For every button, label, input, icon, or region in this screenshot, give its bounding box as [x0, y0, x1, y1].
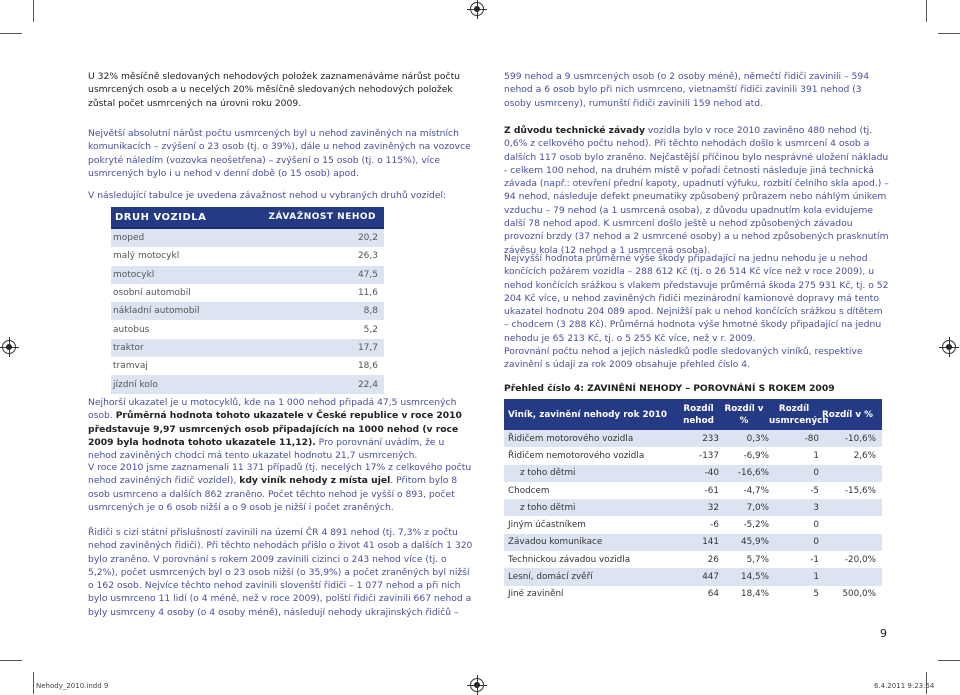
cell: 500,0%	[842, 589, 876, 600]
cell: 64	[707, 589, 719, 600]
row-label: Závadou komunikace	[508, 537, 603, 548]
page-number: 9	[880, 627, 887, 640]
table-row	[504, 534, 882, 551]
table-row	[111, 357, 384, 375]
vehicle-label: osobní automobil	[113, 288, 191, 299]
cell: -4,7%	[743, 485, 769, 496]
registration-mark-right	[942, 340, 956, 354]
row-label: Technickou závadou vozidla	[508, 554, 631, 565]
crop-mark	[33, 672, 34, 694]
crop-mark	[926, 0, 927, 22]
crop-mark	[0, 33, 22, 34]
cell: -40	[704, 468, 719, 479]
cell: 45,9%	[741, 537, 769, 548]
text-motorcycles: Nejhorší ukazatel je u motocyklů, kde na 1 000 nehod připadá 47,5 usmrcených osob.	[88, 397, 457, 422]
row-label: Jiné zavinění	[508, 589, 564, 600]
row-label: Chodcem	[508, 485, 550, 496]
paragraph-foreign-continued: 599 nehod a 9 usmrcených osob (o 2 osoby méně), němečtí řidiči zavinili – 594 nehod a 6 osob bylo při nich usmrceno, vietnamští řidiči zavinili 391 nehod (3 osoby usmrceny), rumunští řidiči zavinili 159 nehod atd.	[504, 71, 870, 109]
cell: -1	[810, 554, 819, 565]
cell: -61	[704, 485, 719, 496]
vehicle-label: malý motocykl	[113, 251, 180, 262]
cell: -10,6%	[844, 433, 876, 444]
cell: -16,6%	[737, 468, 769, 479]
severity-value: 8,8	[363, 306, 378, 317]
left-column-block4	[88, 396, 474, 462]
slug-file: Nehody_2010.indd 9	[36, 682, 109, 690]
table-row	[111, 247, 384, 265]
row-label: Lesní, domácí zvěří	[508, 572, 593, 583]
header-diff-accidents: Rozdíl nehod	[683, 403, 714, 426]
left-column-block6	[88, 526, 474, 619]
vehicle-label: traktor	[113, 342, 144, 353]
text-hit-and-run-b: kdy viník nehody z místa ujel	[239, 475, 391, 487]
vehicle-label: tramvaj	[113, 361, 148, 372]
header-culprit: Viník, zavinění nehody rok 2010	[508, 409, 667, 420]
vehicle-label: jízdní kolo	[113, 379, 158, 390]
row-label: Řidičem motorového vozidla	[508, 433, 634, 444]
cell: 1	[813, 572, 819, 583]
cell: -15,6%	[844, 485, 876, 496]
cell: 0,3%	[746, 433, 769, 444]
paragraph-largest-increase: Největší absolutní nárůst počtu usmrcených byl u nehod zaviněných na místních komunikacích – zvýšení o 23 osob (tj. o 39%), dále u nehod zaviněných na vozovce pokryté náledím (vozovka neošetřena) – zvýšení o 15 osob (tj. o 115%), více usmrcených bylo i u nehod v denní době (o 15 osob) apod.	[88, 128, 471, 179]
text-average-indicator: Průměrná hodnota tohoto ukazatele v České republice v roce 2010 představuje 9,97 usmrcených osob připadajících na 1000 nehod (v roce 2009 byla hodnota tohoto ukazatele 11,12).	[88, 410, 462, 448]
cell: 0	[813, 537, 819, 548]
text-hit-and-run-c: . Přitom bylo 8 osob usmrceno a dalších 862 zraněno. Počet těchto nehod je vyšší o 893, počet usmrcených je o 6 osob nižší a o 9 osob je nižší i počet zraněných.	[88, 475, 458, 513]
severity-value: 17,7	[357, 342, 378, 353]
table-row	[504, 499, 882, 516]
table-row	[504, 447, 882, 464]
cell: 2,6%	[853, 450, 876, 461]
vehicle-type-header: DRUH VOZIDLA	[115, 211, 207, 223]
left-column-block2	[88, 127, 474, 180]
row-label: Jiným účastníkem	[508, 520, 586, 531]
cell: -6,9%	[743, 450, 769, 461]
table-row	[111, 302, 384, 320]
cell: 0	[813, 468, 819, 479]
cell: 3	[813, 502, 819, 513]
cell: -6	[710, 520, 719, 531]
comparison-table	[504, 399, 882, 603]
table-row	[504, 430, 882, 447]
header-diff-pct-killed: Rozdíl v %	[822, 409, 873, 420]
severity-value: 47,5	[357, 269, 378, 280]
text-hit-and-run-a: V roce 2010 jsme zaznamenali 11 371 případů (tj. necelých 17% z celkového počtu nehod zaviněných řidič vozidel),	[88, 462, 472, 487]
paragraph-motorcycles	[88, 396, 474, 462]
text-pedestrians: Pro porovnání uvádím, že u nehod zaviněných chodci má tento ukazatel hodnotu 21,7 usmrcených.	[88, 436, 445, 462]
left-column	[88, 70, 474, 110]
right-column-block1	[504, 70, 890, 110]
cell: 1	[813, 450, 819, 461]
cell: -137	[699, 450, 719, 461]
table-caption	[504, 382, 890, 395]
crop-mark	[0, 660, 22, 661]
paragraph-hit-and-run	[88, 461, 474, 514]
paragraph-foreign-drivers: Řidiči s cizí státní příslušností zavinili na území ČR 4 891 nehod (tj. 7,3% z počtu nehod zaviněných řidiči). Při těchto nehodách přišlo o život 41 osob a dalších 1 320 bylo zraněno. V porovnání s rokem 2009 zavinili cizinci o 243 nehod více (tj. o 5,2%), počet usmrcených byl o 23 osob nižší (o 35,9%) a počet zraněných byl nižší o 162 osob. Nejvíce těchto nehod zavinili slovenští řidiči – 1 077 nehod a při nich bylo usmrceno 11 lidí (o 4 méně, než v roce 2009), polští řidiči zavinili 667 nehod a byly usmrceny 4 osoby (o 4 osoby méně), následují nehody ukrajinských řidičů –	[88, 527, 473, 618]
cell: 5	[813, 589, 819, 600]
table-row	[504, 516, 882, 533]
cell: 0	[813, 520, 819, 531]
table-row	[504, 586, 882, 603]
table-row	[111, 284, 384, 302]
vehicle-label: motocykl	[113, 269, 155, 280]
table-row	[111, 266, 384, 284]
severity-header: ZÁVAŽNOST NEHOD	[268, 212, 376, 222]
cell: 32	[707, 502, 719, 513]
row-label: Řidičem nemotorového vozidla	[508, 450, 645, 461]
registration-mark-left	[2, 340, 16, 354]
cell: 7,0%	[746, 502, 769, 513]
table-row	[504, 551, 882, 568]
row-label: z toho dětmi	[520, 468, 576, 479]
paragraph-damage: Nejvyšší hodnota průměrné výše škody připadající na jednu nehodu je u nehod končících požárem vozidla – 288 612 Kč (tj. o 26 514 Kč více než v roce 2009), u nehod končících srážkou s vlakem představuje průměrná škoda 275 931 Kč, tj. o 52 204 Kč více, u nehod zaviněných řidiči mezinárodní kamionové dopravy má tento ukazatel hodnotu 204 089 apod. Nejnižší pak u nehod končících srážkou s dítětem – chodcem (3 288 Kč). Průměrná hodnota výše hmotné škody připadající na jednu nehodu je 65 213 Kč, tj. o 5 255 Kč více, než v r. 2009.	[504, 253, 889, 344]
paragraph-table-intro: V následující tabulce je uvedena závažnost nehod u vybraných druhů vozidel:	[88, 190, 447, 201]
table-row	[504, 482, 882, 499]
vehicle-severity-table	[111, 207, 384, 394]
table-row	[504, 568, 882, 585]
cell: 447	[702, 572, 719, 583]
registration-mark-top	[470, 2, 484, 16]
vehicle-label: autobus	[113, 324, 150, 335]
table-row	[111, 339, 384, 357]
right-column-block4	[504, 345, 890, 372]
table-row	[111, 375, 384, 393]
cell: 233	[702, 433, 719, 444]
row-label: z toho dětmi	[520, 502, 576, 513]
table-title: Přehled číslo 4: ZAVINĚNÍ NEHODY – POROVNÁNÍ S ROKEM 2009	[504, 383, 835, 394]
table-row	[504, 465, 882, 482]
cell: 5,7%	[746, 554, 769, 565]
registration-mark-bottom	[470, 678, 484, 692]
severity-value: 11,6	[357, 288, 378, 299]
table-row	[111, 229, 384, 247]
paragraph-monthly-items: U 32% měsíčně sledovaných nehodových položek zaznamenáváme nárůst počtu usmrcených osob a u necelých 20% měsíčně sledovaných nehodových položek zůstal počet usmrcených na úrovni roku 2009.	[88, 71, 460, 109]
right-column-block2	[504, 124, 890, 257]
crop-mark	[938, 660, 960, 661]
severity-value: 20,2	[357, 233, 378, 244]
vehicle-label: moped	[113, 233, 145, 244]
comparison-table-header	[504, 399, 882, 430]
right-column-block3	[504, 252, 890, 345]
left-column-block5	[88, 461, 474, 514]
cell: 141	[702, 537, 719, 548]
cell: 18,4%	[741, 589, 769, 600]
vehicle-label: nákladní automobil	[113, 306, 200, 317]
cell: -5	[810, 485, 819, 496]
severity-value: 5,2	[363, 324, 378, 335]
severity-value: 18,6	[357, 361, 378, 372]
severity-value: 26,3	[357, 251, 378, 262]
cell: -20,0%	[844, 554, 876, 565]
header-diff-pct: Rozdíl v %	[724, 403, 764, 426]
crop-mark	[33, 0, 34, 22]
slug-date: 6.4.2011 9:23:54	[874, 682, 935, 690]
cell: 26	[707, 554, 719, 565]
cell: 14,5%	[741, 572, 769, 583]
cell: -5,2%	[743, 520, 769, 531]
text-technical-defect-body: vozidla bylo v roce 2010 zaviněno 480 nehod (tj. 0,6% z celkového počtu nehod). Při těchto nehodách došlo k usmrcení 4 osob a dalších 117 osob bylo zraněno. Nejčastější příčinou bylo nesprávné uložení nákladu - celkem 100 nehod, na druhém místě v pořadí četnosti následuje jiná technická závada (např.: otevření přední kapoty, upadnutí výfuku, rozbití čelního skla apod.) – 94 nehod, následuje defekt pneumatiky způsobený průrazem nebo náhlým únikem vzduchu – 79 nehod (a 1 usmrcená osoba), z důvodu upadnutím kola evidujeme další 78 nehod apod. K usmrcení došlo ještě u nehod způsobených závadou provozní brzdy (37 nehod a 2 usmrcené osoby) a u nehod způsobených prasknutím závěsu kola (12 nehod a 1 usmrcená osoba).	[504, 125, 889, 256]
cell: -80	[804, 433, 819, 444]
crop-mark	[938, 33, 960, 34]
vehicle-table-header	[111, 207, 384, 229]
header-diff-killed: Rozdíl usmrcených	[769, 403, 829, 426]
left-column-block3	[88, 189, 474, 202]
text-technical-defect-heading: Z důvodu technické závady	[504, 125, 645, 136]
severity-value: 22,4	[357, 379, 378, 390]
paragraph-technical-defect	[504, 124, 890, 257]
paragraph-comparison-intro: Porovnání počtu nehod a jejich následků podle sledovaných viníků, respektive zavinění s údaji za rok 2009 obsahuje přehled číslo 4.	[504, 346, 863, 371]
table-row	[111, 320, 384, 338]
